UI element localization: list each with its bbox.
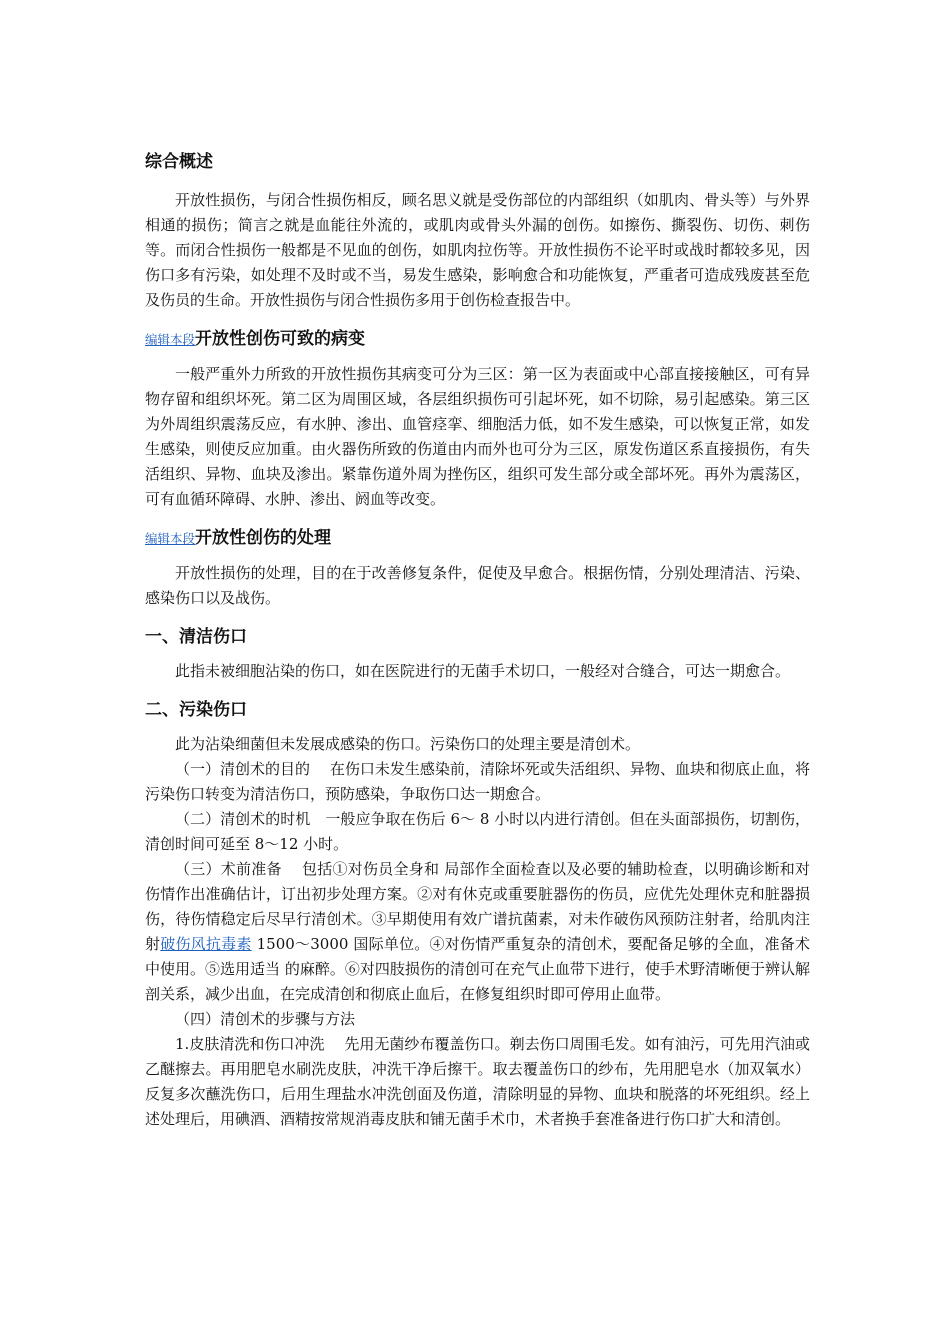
clean-wound-paragraph: 此指未被细胞沾染的伤口，如在医院进行的无菌手术切口，一般经对合缝合，可达一期愈合。 <box>175 662 791 680</box>
pathology-paragraph: 一般严重外力所致的开放性损伤其病变可分为三区：第一区为表面或中心部直接接触区，可有异物存留和组织坏死。第二区为周围区域，各层组织损伤可引起坏死，如不切除，易引起感染。第三区为外周组织震荡反应，有水肿、渗出、血管痉挛、细胞活力低，如不发生感染，可以恢复正常，如发生感染，则使反应加重。由火器伤所致的伤道由内而外也可分为三区，原发伤道区系直接损伤，有失活组织、异物、血块及渗出。紧靠伤道外周为挫伤区，组织可发生部分或全部坏死。再外为震荡区，可有血循环障碍、水肿、渗出、阏血等改变。 <box>145 365 810 508</box>
overview-heading: 综合概述 <box>145 152 213 172</box>
overview-paragraph: 开放性损伤，与闭合性损伤相反，顾名思义就是受伤部位的内部组织（如肌肉、骨头等）与外界相通的损伤；简言之就是血能往外流的，或肌肉或骨头外漏的创伤。如擦伤、撕裂伤、切伤、刺伤等。而闭合性损伤一般都是不见血的创伤，如肌肉拉伤等。开放性损伤不论平时或战时都较多见，因伤口多有污染，如处理不及时或不当，易发生感染，影响愈合和功能恢复，严重者可造成残废甚至危及伤员的生命。开放性损伤与闭合性损伤多用于创伤检查报告中。 <box>145 191 810 309</box>
preop-text-b: 1500～3000 国际单位。④对伤情严重复杂的清创术，要配备足够的全血，准备术中使用。⑤选用适当 的麻醉。⑥对四肢损伤的清创可在充气止血带下进行，使手术野清晰便于辨认解剖关系，减少出血，在完成清创和彻底止血后，在修复组织时即可停用止血带。 <box>145 935 810 1003</box>
contaminated-wound-heading: 二、污染伤口 <box>145 700 247 720</box>
debridement-purpose-paragraph: （一）清创术的目的 在伤口未发生感染前，清除坏死或失活组织、异物、血块和彻底止血，将污染伤口转变为清洁伤口，预防感染，争取伤口达一期愈合。 <box>145 760 810 803</box>
tetanus-antitoxin-link[interactable]: 破伤风抗毒素 <box>160 935 252 953</box>
pathology-title: 开放性创伤可致的病变 <box>195 329 366 349</box>
edit-section-link[interactable]: 编辑本段 <box>145 332 196 347</box>
treatment-paragraph: 开放性损伤的处理，目的在于改善修复条件，促使及早愈合。根据伤情，分别处理清洁、污染、感染伤口以及战伤。 <box>145 564 810 607</box>
clean-wound-heading: 一、清洁伤口 <box>145 627 247 647</box>
treatment-title: 开放性创伤的处理 <box>195 528 332 548</box>
pathology-heading <box>145 327 810 352</box>
contaminated-intro-paragraph: 此为沾染细菌但未发展成感染的伤口。污染伤口的处理主要是清创术。 <box>175 735 641 753</box>
debridement-timing-paragraph: （二）清创术的时机 一般应争取在伤后 6～ 8 小时以内进行清创。但在头面部损伤，切割伤，清创时间可延至 8～12 小时。 <box>145 810 810 853</box>
document-page <box>145 150 810 1132</box>
debridement-steps-heading: （四）清创术的步骤与方法 <box>175 1010 356 1028</box>
skin-cleaning-paragraph: 1.皮肤清洗和伤口冲洗 先用无菌纱布覆盖伤口。剃去伤口周围毛发。如有油污，可先用汽油或乙醚擦去。再用肥皂水刷洗皮肤，冲洗干净后擦干。取去覆盖伤口的纱布，先用肥皂水（加双氧水）反复多次蘸洗伤口，后用生理盐水冲洗创面及伤道，清除明显的异物、血块和脱落的坏死组织。经上述处理后，用碘酒、酒精按常规消毒皮肤和铺无菌手术巾，术者换手套准备进行伤口扩大和清创。 <box>145 1035 810 1128</box>
preop-preparation-paragraph <box>145 857 810 1007</box>
treatment-heading <box>145 526 810 551</box>
edit-section-link[interactable]: 编辑本段 <box>145 531 196 546</box>
preop-text-a: （三）术前准备 包括①对伤员全身和 局部作全面检查以及必要的辅助检查，以明确诊断和对伤情作出准确估计，订出初步处理方案。②对有休克或重要脏器伤的伤员，应优先处理休克和脏器损伤，待伤情稳定后尽早行清创术。③早期使用有效广谱抗菌素，对未作破伤风预防注射者，给肌肉注射 <box>145 860 810 953</box>
